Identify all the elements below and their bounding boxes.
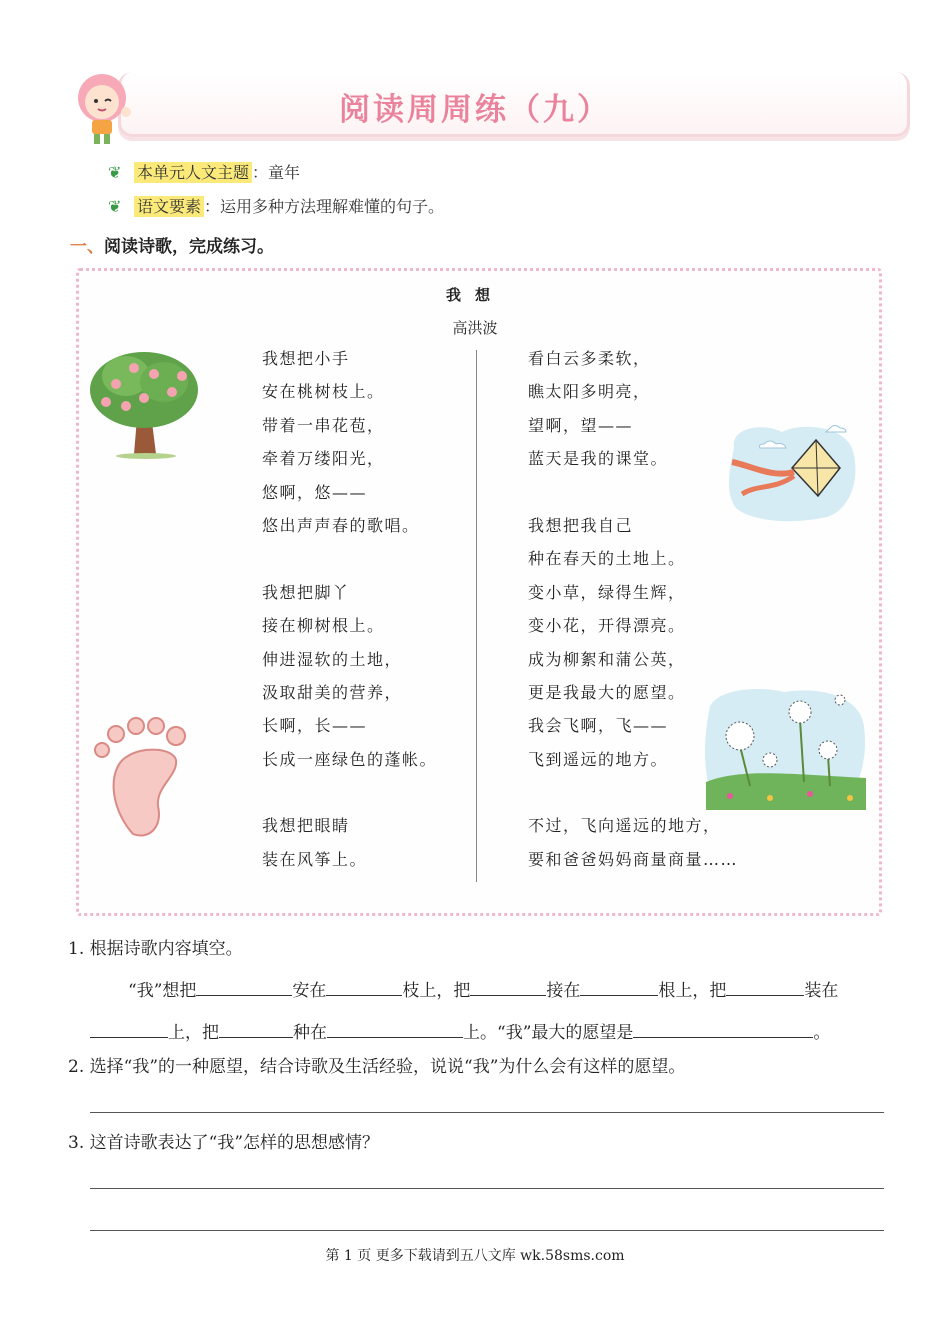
poem-left-column <box>262 342 437 876</box>
poem-line: 带着一串花苞， <box>262 415 385 435</box>
language-label: 语文要素 <box>134 196 204 217</box>
question-3-title: 3. 这首诗歌表达了“我”怎样的思想感情？ <box>68 1133 380 1153</box>
poem-line: 长成一座绿色的蓬帐。 <box>262 749 438 769</box>
poem-line: 接在柳树根上。 <box>262 616 385 636</box>
poem-line: 种在春天的土地上。 <box>528 549 686 569</box>
poem-line: 悠出声声春的歌唱。 <box>262 515 420 535</box>
section-heading <box>70 232 274 257</box>
poem-line: 装在风筝上。 <box>262 849 368 869</box>
stanza-gap <box>262 542 437 575</box>
answer-line-q3-2[interactable] <box>90 1230 884 1231</box>
poem-line: 变小花，开得漂亮。 <box>528 616 686 636</box>
theme-row-language <box>108 194 444 217</box>
answer-line-q3-1[interactable] <box>90 1188 884 1189</box>
footprint-illustration <box>88 716 200 840</box>
blank-9[interactable] <box>633 1021 813 1038</box>
sprout-icon: ❦ <box>108 163 122 182</box>
blank-4[interactable] <box>580 979 658 996</box>
poem-line: 蓝天是我的课堂。 <box>528 449 669 469</box>
poem-line: 汲取甜美的营养， <box>262 682 403 702</box>
theme-value: ：童年 <box>252 163 301 182</box>
sprout-icon: ❦ <box>108 197 122 216</box>
page-title: 阅读周周练（九） <box>339 92 611 128</box>
dandelion-field-illustration <box>700 686 868 810</box>
poem-line: 要和爸爸妈妈商量商量…… <box>528 849 739 869</box>
kite-illustration <box>722 418 862 524</box>
blank-6[interactable] <box>90 1021 168 1038</box>
blank-3[interactable] <box>470 979 546 996</box>
stanza-gap <box>528 476 738 509</box>
theme-row-humanities <box>108 160 300 183</box>
poem-line: 我想把我自己 <box>528 515 634 535</box>
blank-8[interactable] <box>327 1021 463 1038</box>
poem-line: 不过，飞向遥远的地方， <box>528 816 721 836</box>
poem-line: 成为柳絮和蒲公英， <box>528 649 686 669</box>
blank-2[interactable] <box>326 979 402 996</box>
girl-mascot-illustration <box>58 72 150 144</box>
poem-line: 悠啊，悠—— <box>262 482 368 502</box>
language-value: ：运用多种方法理解难懂的句子。 <box>204 197 445 216</box>
stanza-gap <box>262 776 437 809</box>
question-2-title: 2. 选择“我”的一种愿望，结合诗歌及生活经验，说说“我”为什么会有这样的愿望。 <box>68 1057 686 1077</box>
poem-line: 变小草，绿得生辉， <box>528 582 686 602</box>
answer-line-q2[interactable] <box>90 1112 884 1113</box>
peach-tree-illustration <box>86 346 202 460</box>
poem-line: 我会飞啊，飞—— <box>528 716 669 736</box>
poem-line: 牵着万缕阳光， <box>262 449 385 469</box>
poem-line: 安在桃树枝上。 <box>262 382 385 402</box>
poem-line: 我想把小手 <box>262 349 350 368</box>
question-1-title: 1. 根据诗歌内容填空。 <box>68 939 243 959</box>
poem-line: 望啊，望—— <box>528 415 634 435</box>
question-1-line-2: 上，把 种在 上。“我”最大的愿望是 。 <box>90 1018 830 1043</box>
poem-title: 我想 <box>445 286 504 304</box>
page-footer: 第 1 页 更多下载请到五八文库 wk.58sms.com <box>325 1248 625 1264</box>
poem-line: 飞到遥远的地方。 <box>528 749 669 769</box>
poem-line: 更是我最大的愿望。 <box>528 682 686 702</box>
poem-line: 看白云多柔软， <box>528 349 651 368</box>
theme-label: 本单元人文主题 <box>134 162 252 183</box>
column-divider <box>476 350 477 882</box>
poem-line: 长啊，长—— <box>262 716 368 736</box>
poem-author: 高洪波 <box>452 319 498 337</box>
poem-line: 我想把眼睛 <box>262 816 350 836</box>
poem-line: 我想把脚丫 <box>262 582 350 602</box>
poem-line: 瞧太阳多明亮， <box>528 382 651 402</box>
question-1-line-1: “我”想把 安在 枝上，把 接在 根上，把 装在 <box>128 981 839 1001</box>
section-title: 阅读诗歌，完成练习。 <box>104 237 274 257</box>
section-number: 一、 <box>70 237 104 257</box>
poem-line: 伸进湿软的土地， <box>262 649 403 669</box>
blank-5[interactable] <box>726 979 804 996</box>
blank-1[interactable] <box>196 979 292 996</box>
blank-7[interactable] <box>219 1021 293 1038</box>
